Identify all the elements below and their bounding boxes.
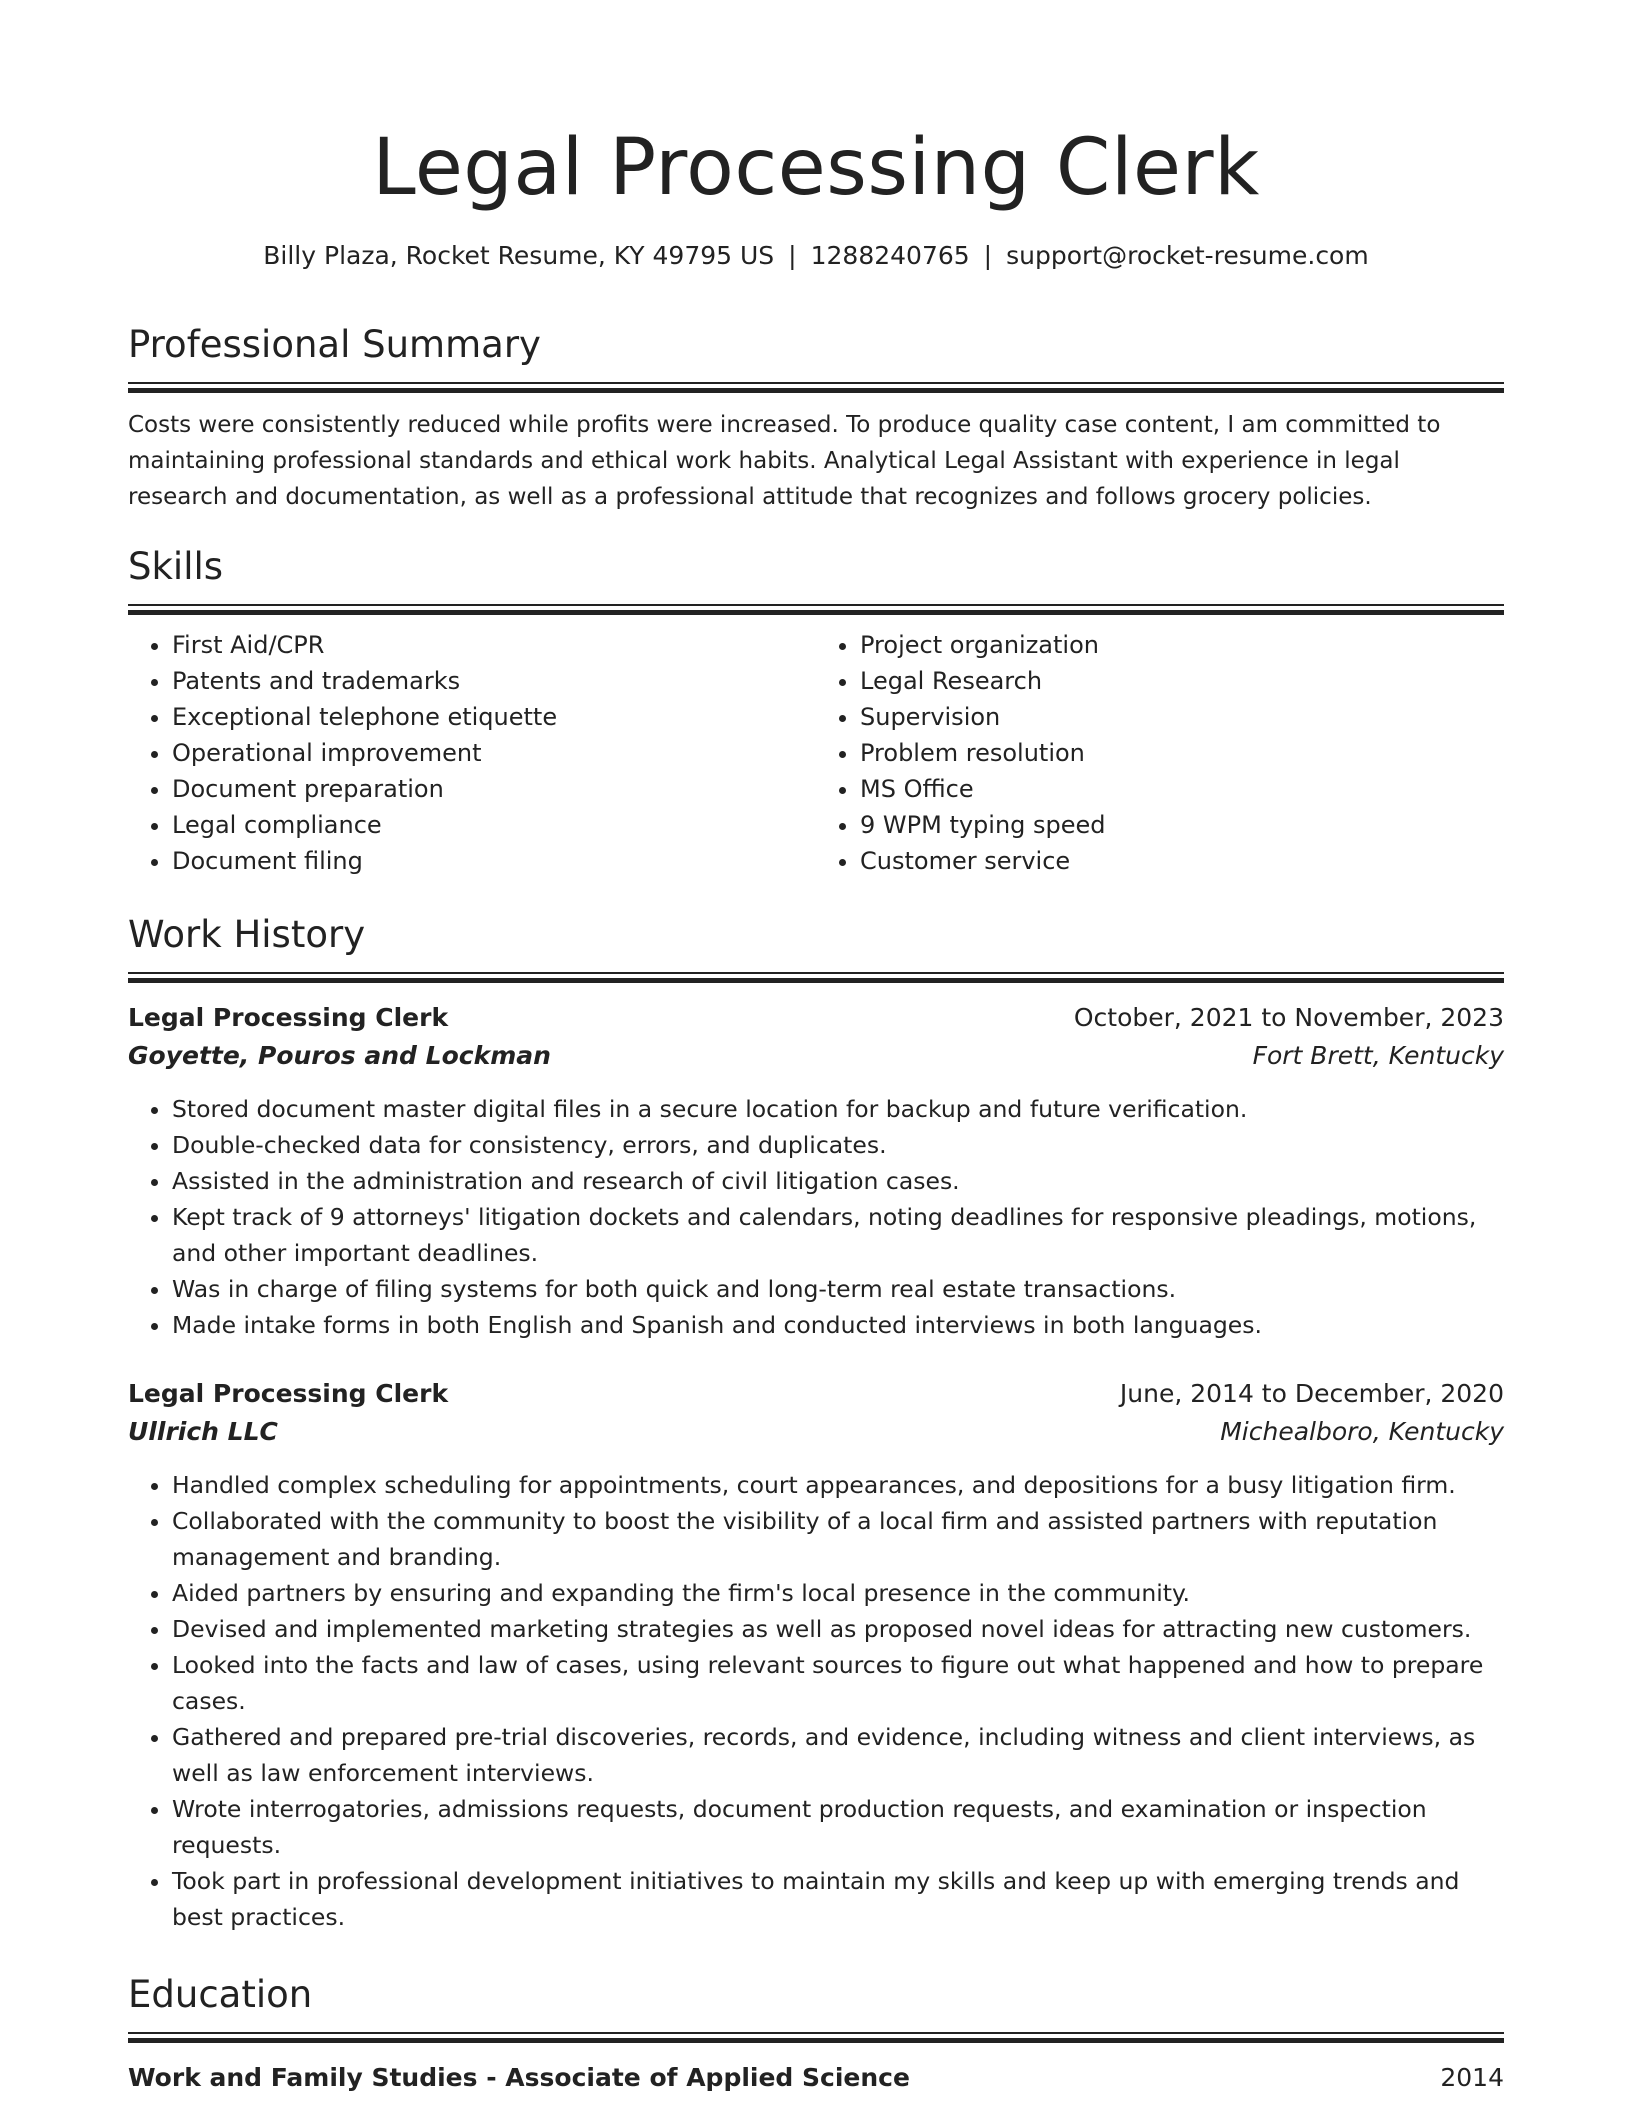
job-company: Goyette, Pouros and Lockman (128, 1041, 551, 1070)
skills-list-left (128, 627, 816, 879)
skill-item: • First Aid/CPR (172, 627, 816, 663)
section-divider (128, 604, 1504, 615)
skill-item: • Document filing (172, 843, 816, 879)
job-header-row (128, 1375, 1504, 1413)
summary-text: Costs were consistently reduced while profits were increased. To produce quality case content, I am committed to maintaining professional standards and ethical work habits. Analytical Legal Assistant with experience in legal research and documentation, as well as a professional attitude that recognizes and follows grocery policies. (128, 412, 1441, 510)
job-title: Legal Processing Clerk (128, 1003, 449, 1032)
section-divider (128, 972, 1504, 983)
job-bullet: • Was in charge of filing systems for both quick and long-term real estate transactions. (172, 1271, 1504, 1307)
job-bullet: • Aided partners by ensuring and expanding the firm's local presence in the community. (172, 1575, 1504, 1611)
skill-item: • Patents and trademarks (172, 663, 816, 699)
resume-page (128, 0, 1504, 2112)
job-bullet: • Gathered and prepared pre-trial discoveries, records, and evidence, including witness and client interviews, as well as law enforcement interviews. (172, 1719, 1504, 1791)
job-entry (128, 1375, 1504, 1935)
job-bullet: • Collaborated with the community to boost the visibility of a local firm and assisted partners with reputation management and branding. (172, 1503, 1504, 1575)
job-bullet: • Wrote interrogatories, admissions requests, document production requests, and examination or inspection requests. (172, 1791, 1504, 1863)
education-year: 2014 (1440, 2063, 1504, 2092)
contact-line (128, 236, 1504, 276)
skill-item: • Problem resolution (860, 735, 1504, 771)
contact-phone: 1288240765 (810, 241, 970, 270)
job-company-row (128, 1037, 1504, 1075)
job-bullet: • Made intake forms in both English and Spanish and conducted interviews in both languages. (172, 1307, 1504, 1343)
work-history-section (128, 910, 1504, 1935)
skill-item: • Project organization (860, 627, 1504, 663)
skill-item: • Document preparation (172, 771, 816, 807)
job-bullet: • Devised and implemented marketing strategies as well as proposed novel ideas for attracting new customers. (172, 1611, 1504, 1647)
job-dates: June, 2014 to December, 2020 (1119, 1379, 1504, 1408)
skill-item: • Supervision (860, 699, 1504, 735)
skill-item: • Customer service (860, 843, 1504, 879)
job-header-row (128, 999, 1504, 1037)
skill-item: • Exceptional telephone etiquette (172, 699, 816, 735)
skill-item: • 9 WPM typing speed (860, 807, 1504, 843)
skills-section (128, 542, 1504, 879)
job-location: Fort Brett, Kentucky (1252, 1041, 1504, 1070)
job-bullet: • Handled complex scheduling for appointments, court appearances, and depositions for a busy litigation firm. (172, 1467, 1504, 1503)
education-heading: Education (128, 1973, 313, 2016)
skills-heading: Skills (128, 545, 224, 588)
skills-list-right (816, 627, 1504, 879)
section-divider (128, 382, 1504, 393)
job-title: Legal Processing Clerk (128, 1379, 449, 1408)
skills-grid (128, 627, 1504, 879)
skill-item: • Legal compliance (172, 807, 816, 843)
job-bullets (128, 1091, 1504, 1343)
job-company-row (128, 1413, 1504, 1451)
job-bullet: • Took part in professional development initiatives to maintain my skills and keep up with emerging trends and best practices. (172, 1863, 1504, 1935)
job-company: Ullrich LLC (128, 1417, 278, 1446)
contact-separator: | (788, 241, 797, 270)
education-row (128, 2059, 1504, 2097)
job-dates: October, 2021 to November, 2023 (1073, 1003, 1504, 1032)
job-location: Michealboro, Kentucky (1220, 1417, 1504, 1446)
skill-item: • Operational improvement (172, 735, 816, 771)
job-entry (128, 999, 1504, 1343)
contact-address: Billy Plaza, Rocket Resume, KY 49795 US (263, 241, 775, 270)
job-bullet: • Double-checked data for consistency, errors, and duplicates. (172, 1127, 1504, 1163)
resume-name: Legal Processing Clerk (372, 123, 1260, 213)
education-degree: Work and Family Studies - Associate of Applied Science (128, 2063, 910, 2092)
job-bullet: • Kept track of 9 attorneys' litigation dockets and calendars, noting deadlines for responsive pleadings, motions, and other important deadlines. (172, 1199, 1504, 1271)
summary-heading: Professional Summary (128, 323, 541, 366)
job-bullet: • Stored document master digital files in a secure location for backup and future verification. (172, 1091, 1504, 1127)
job-bullet: • Looked into the facts and law of cases, using relevant sources to figure out what happened and how to prepare cases. (172, 1647, 1504, 1719)
contact-separator: | (983, 241, 993, 270)
summary-section (128, 320, 1504, 515)
work-history-heading: Work History (128, 913, 366, 956)
job-bullet: • Assisted in the administration and research of civil litigation cases. (172, 1163, 1504, 1199)
contact-email[interactable]: support@rocket-resume.com (1006, 241, 1369, 270)
job-bullets (128, 1467, 1504, 1935)
education-section (128, 1970, 1504, 2097)
skill-item: • Legal Research (860, 663, 1504, 699)
skill-item: • MS Office (860, 771, 1504, 807)
section-divider (128, 2032, 1504, 2043)
